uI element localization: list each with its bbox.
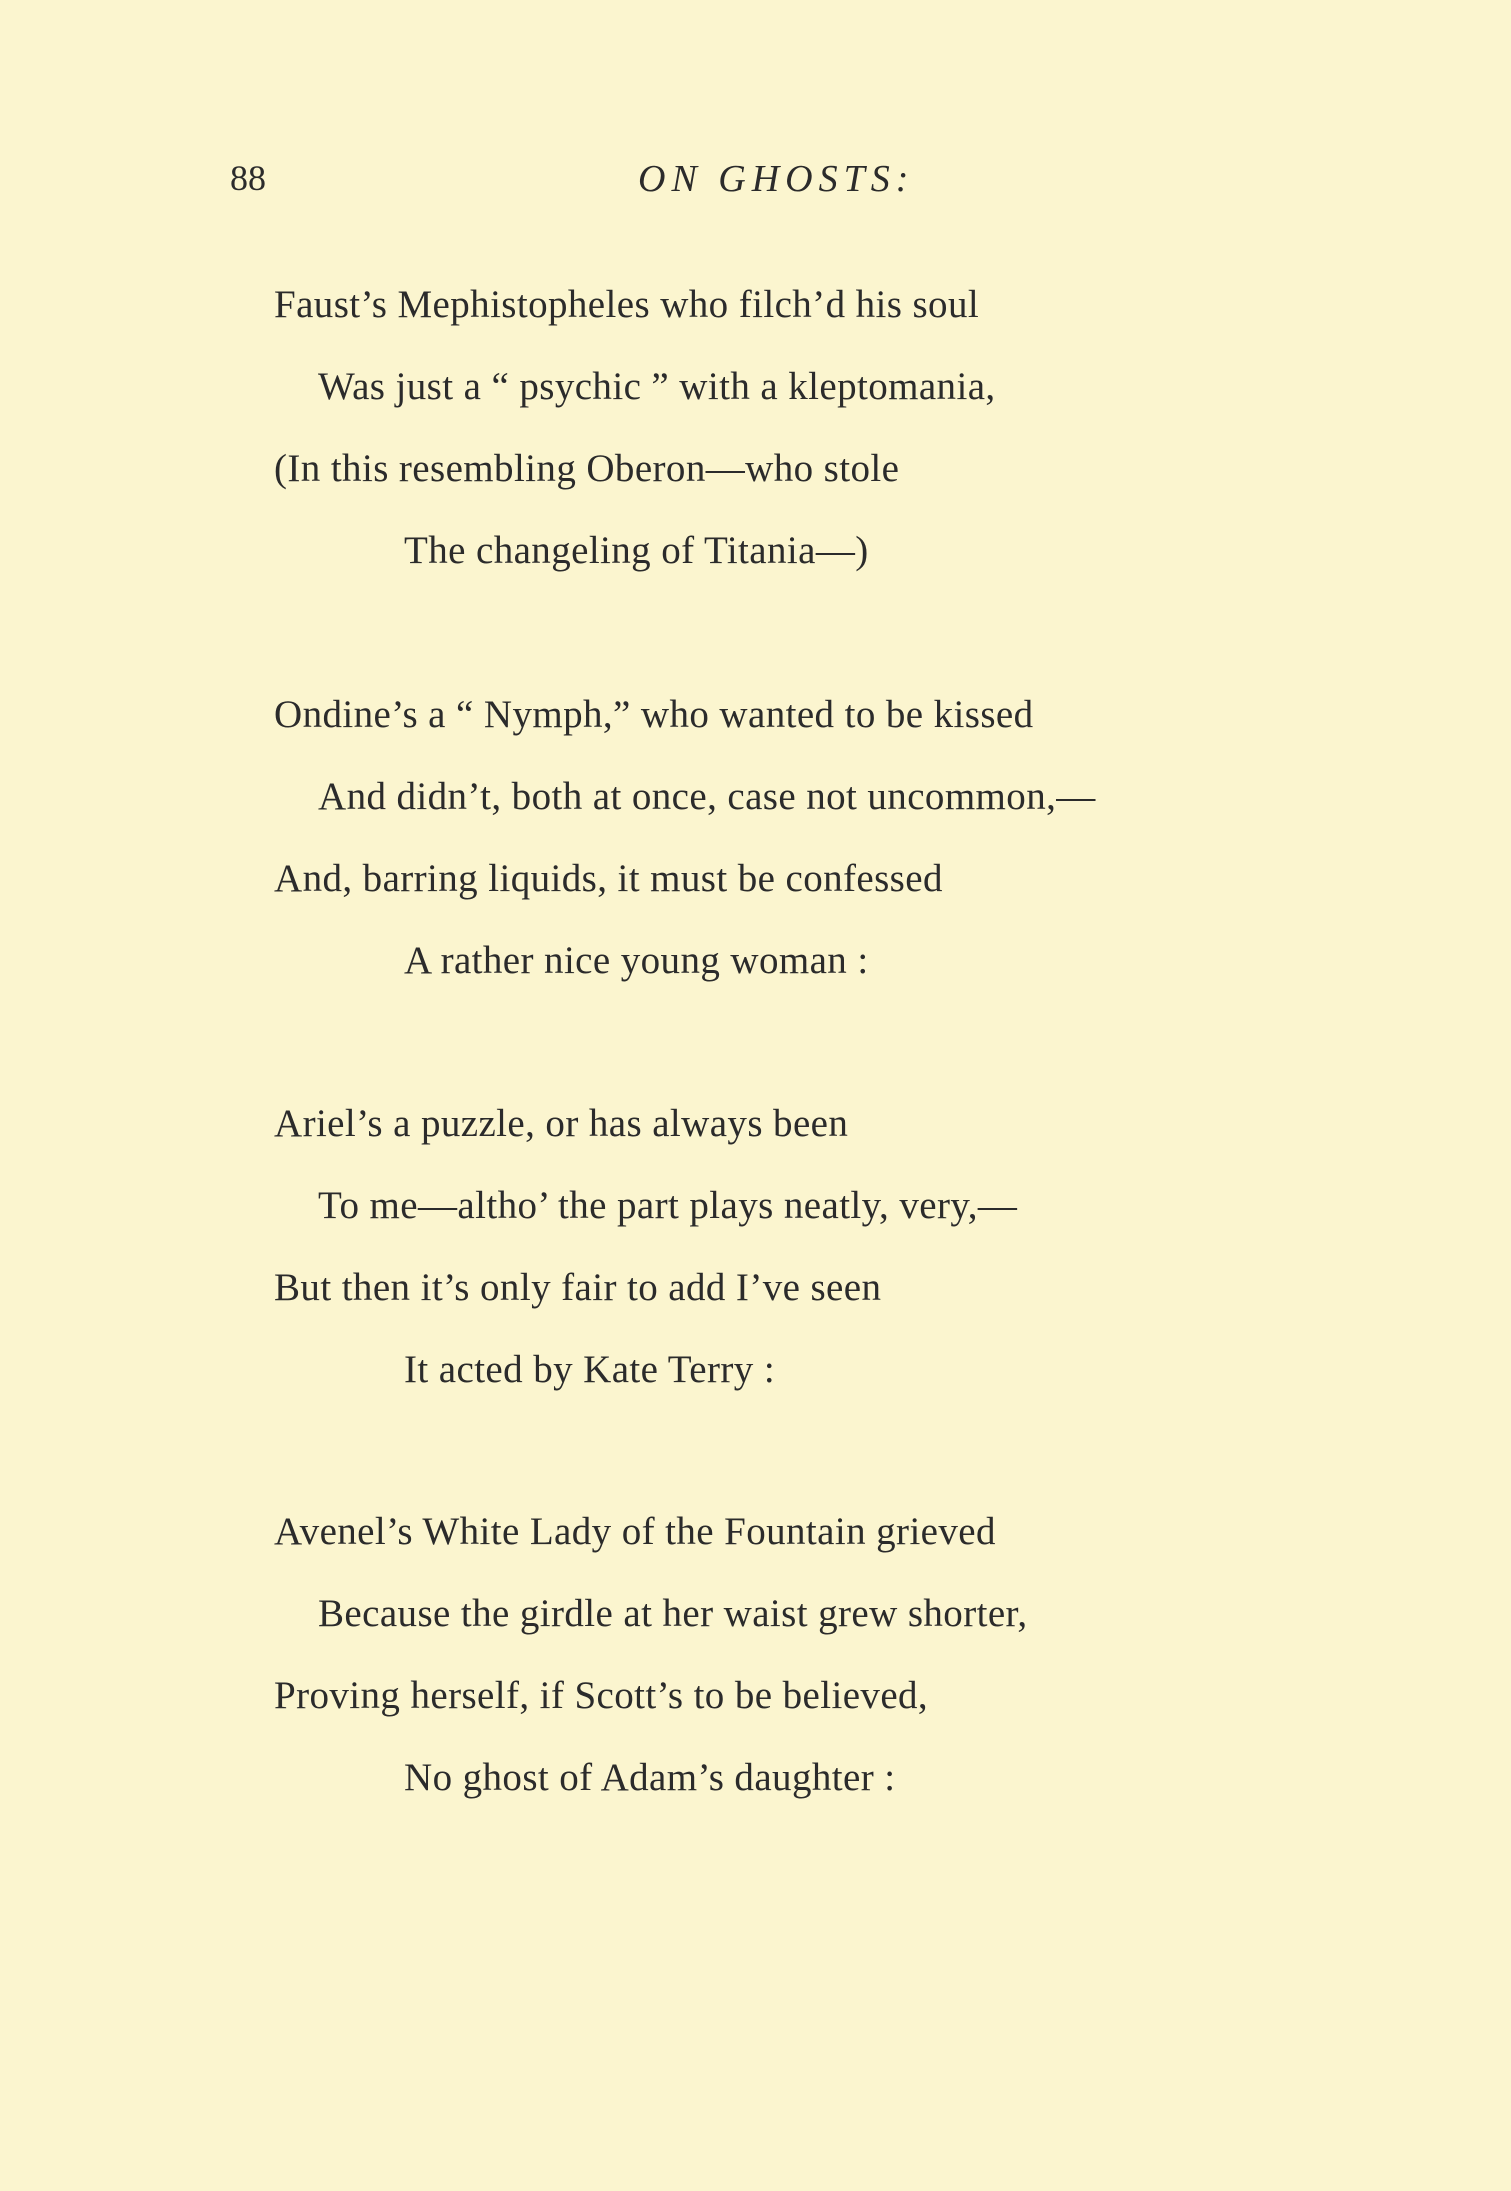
poem-line: (In this resembling Oberon—who stole bbox=[274, 447, 900, 490]
poem-line: To me—altho’ the part plays neatly, very,— bbox=[318, 1184, 1018, 1227]
poem-line: But then it’s only fair to add I’ve seen bbox=[274, 1266, 882, 1309]
poem-line: And, barring liquids, it must be confessed bbox=[274, 857, 943, 900]
poem-line: A rather nice young woman : bbox=[404, 939, 869, 982]
poem-line: The changeling of Titania—) bbox=[404, 529, 869, 572]
poem-line: Proving herself, if Scott’s to be believed, bbox=[274, 1674, 929, 1717]
page-number: 88 bbox=[230, 158, 266, 198]
poem-line: And didn’t, both at once, case not uncommon,— bbox=[318, 775, 1096, 818]
poem-line: Avenel’s White Lady of the Fountain grieved bbox=[274, 1510, 996, 1553]
poem-line: Because the girdle at her waist grew shorter, bbox=[318, 1592, 1028, 1635]
poem-line: No ghost of Adam’s daughter : bbox=[404, 1756, 896, 1799]
poem-line: Ondine’s a “ Nymph,” who wanted to be kissed bbox=[274, 693, 1034, 736]
running-title: ON GHOSTS: bbox=[638, 158, 915, 200]
poem-line: Faust’s Mephistopheles who filch’d his soul bbox=[274, 283, 980, 326]
poem-line: It acted by Kate Terry : bbox=[404, 1348, 776, 1391]
poem-line: Was just a “ psychic ” with a kleptomania, bbox=[318, 365, 996, 408]
poem-line: Ariel’s a puzzle, or has always been bbox=[274, 1102, 849, 1145]
